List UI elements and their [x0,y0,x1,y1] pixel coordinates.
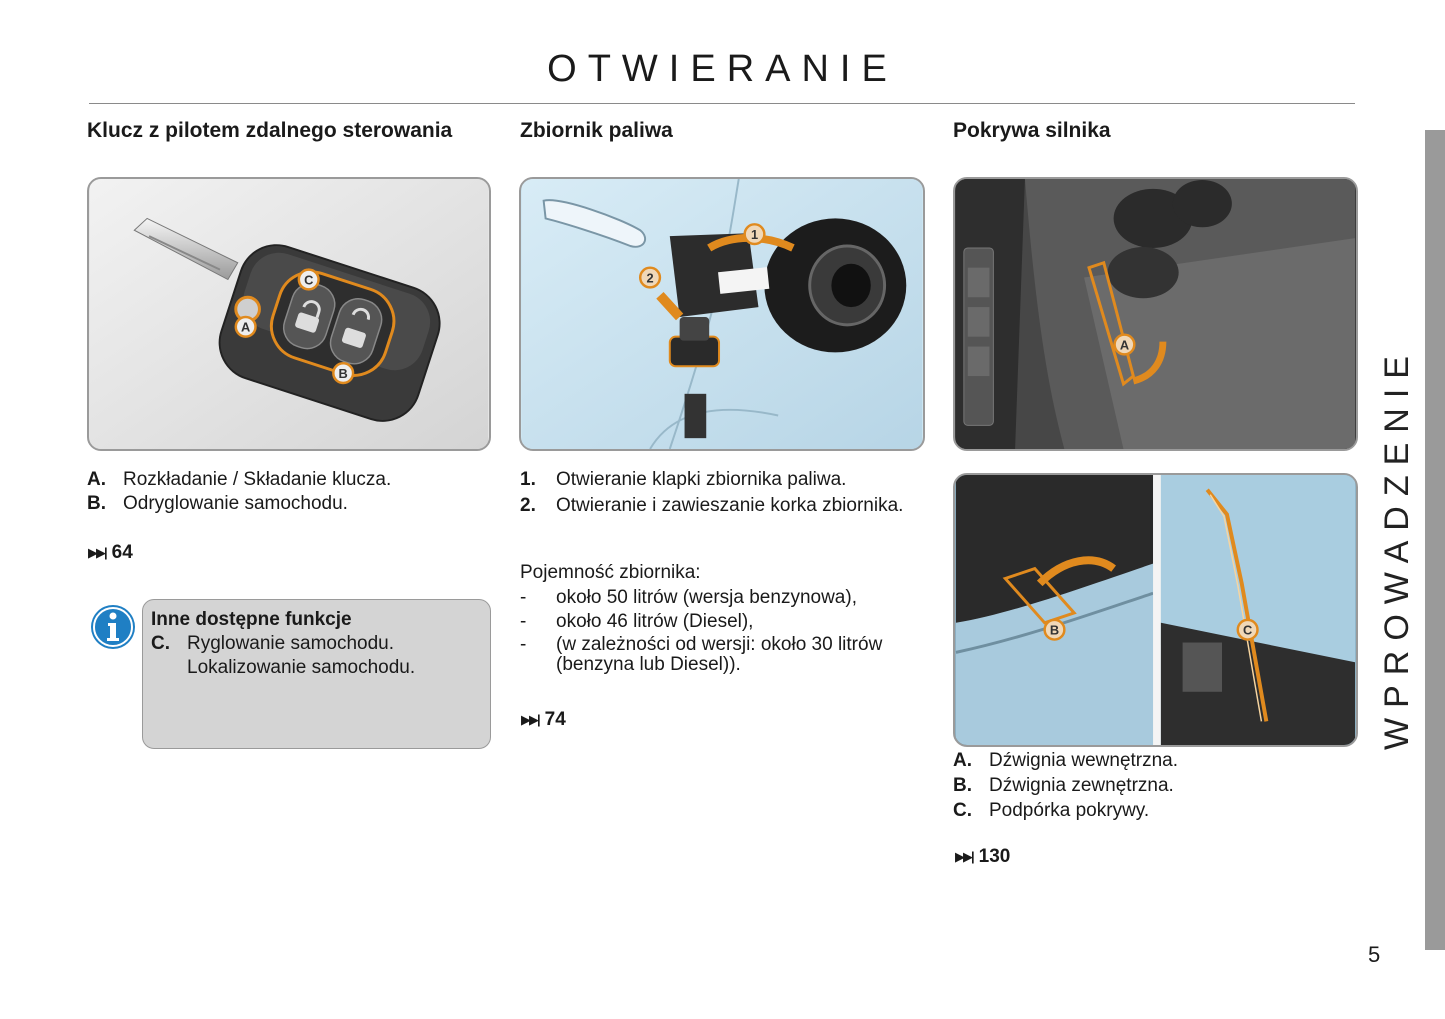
info-title: Inne dostępne funkcje [151,609,352,630]
skip-forward-icon: ▶▶| [955,849,973,864]
page-title: OTWIERANIE [547,48,898,90]
figure-fuel-tank [519,177,925,451]
page-reference-link[interactable]: ▶▶| 64 [88,542,133,563]
list-item: - (w zależności od wersji: około 30 litrów (benzyna lub Diesel)). [520,634,883,675]
page-number: 5 [1368,942,1381,967]
info-box-other-functions: Inne dostępne funkcje C. Ryglowanie samochodu. Lokalizowanie samochodu. [142,599,491,749]
fig2-label-2: 2 [646,270,654,286]
list-fuel-tank [520,468,925,516]
list-item: B. Dźwignia zewnętrzna. [953,775,1174,796]
heading-bonnet: Pokrywa silnika [953,119,1111,142]
page-reference-link[interactable]: ▶▶| 130 [955,846,1011,867]
list-item: C. Podpórka pokrywy. [953,800,1150,821]
list-item: - około 50 litrów (wersja benzynowa), [520,587,857,608]
list-item: A. Dźwignia wewnętrzna. [953,750,1179,771]
list-item: B. Odryglowanie samochodu. [87,493,348,514]
figure-remote-key [87,177,491,451]
fig1-label-b: B [338,366,348,382]
info-line: Ryglowanie samochodu. [187,633,395,654]
list-bonnet [953,749,1358,823]
fig3-label-a: A [1119,337,1130,353]
column-remote-key [87,120,492,142]
list-remote-key [87,468,491,516]
fig2-label-1: 1 [750,227,759,243]
fig1-label-c: C [304,272,314,288]
column-fuel-tank [520,120,925,142]
skip-forward-icon: ▶▶| [88,545,106,560]
section-tab-label: WPROWADZENIE [1378,346,1416,750]
column-bonnet [953,120,1358,142]
heading-fuel-tank: Zbiornik paliwa [520,119,673,142]
title-divider [89,103,1355,104]
capacity-title: Pojemność zbiornika: [520,562,701,583]
page-reference-link[interactable]: ▶▶| 74 [521,709,566,730]
list-item: 1. Otwieranie klapki zbiornika paliwa. [520,469,847,490]
capacity-list [520,587,925,677]
list-item: A. Rozkładanie / Składanie klucza. [87,469,392,490]
skip-forward-icon: ▶▶| [521,712,539,727]
info-line: Lokalizowanie samochodu. [187,657,416,678]
section-tab-bar [1425,130,1445,950]
figure-bonnet-exterior-lever-prop [953,473,1358,747]
figure-bonnet-interior-lever [953,177,1358,451]
fig4-label-c: C [1243,622,1253,638]
heading-remote-key: Klucz z pilotem zdalnego sterowania [87,119,453,142]
info-icon [90,604,136,650]
list-item: - około 46 litrów (Diesel), [520,611,754,632]
fig4-label-b: B [1049,622,1060,638]
fig1-label-a: A [241,319,251,335]
list-item: 2. Otwieranie i zawieszanie korka zbiornika. [520,495,904,516]
